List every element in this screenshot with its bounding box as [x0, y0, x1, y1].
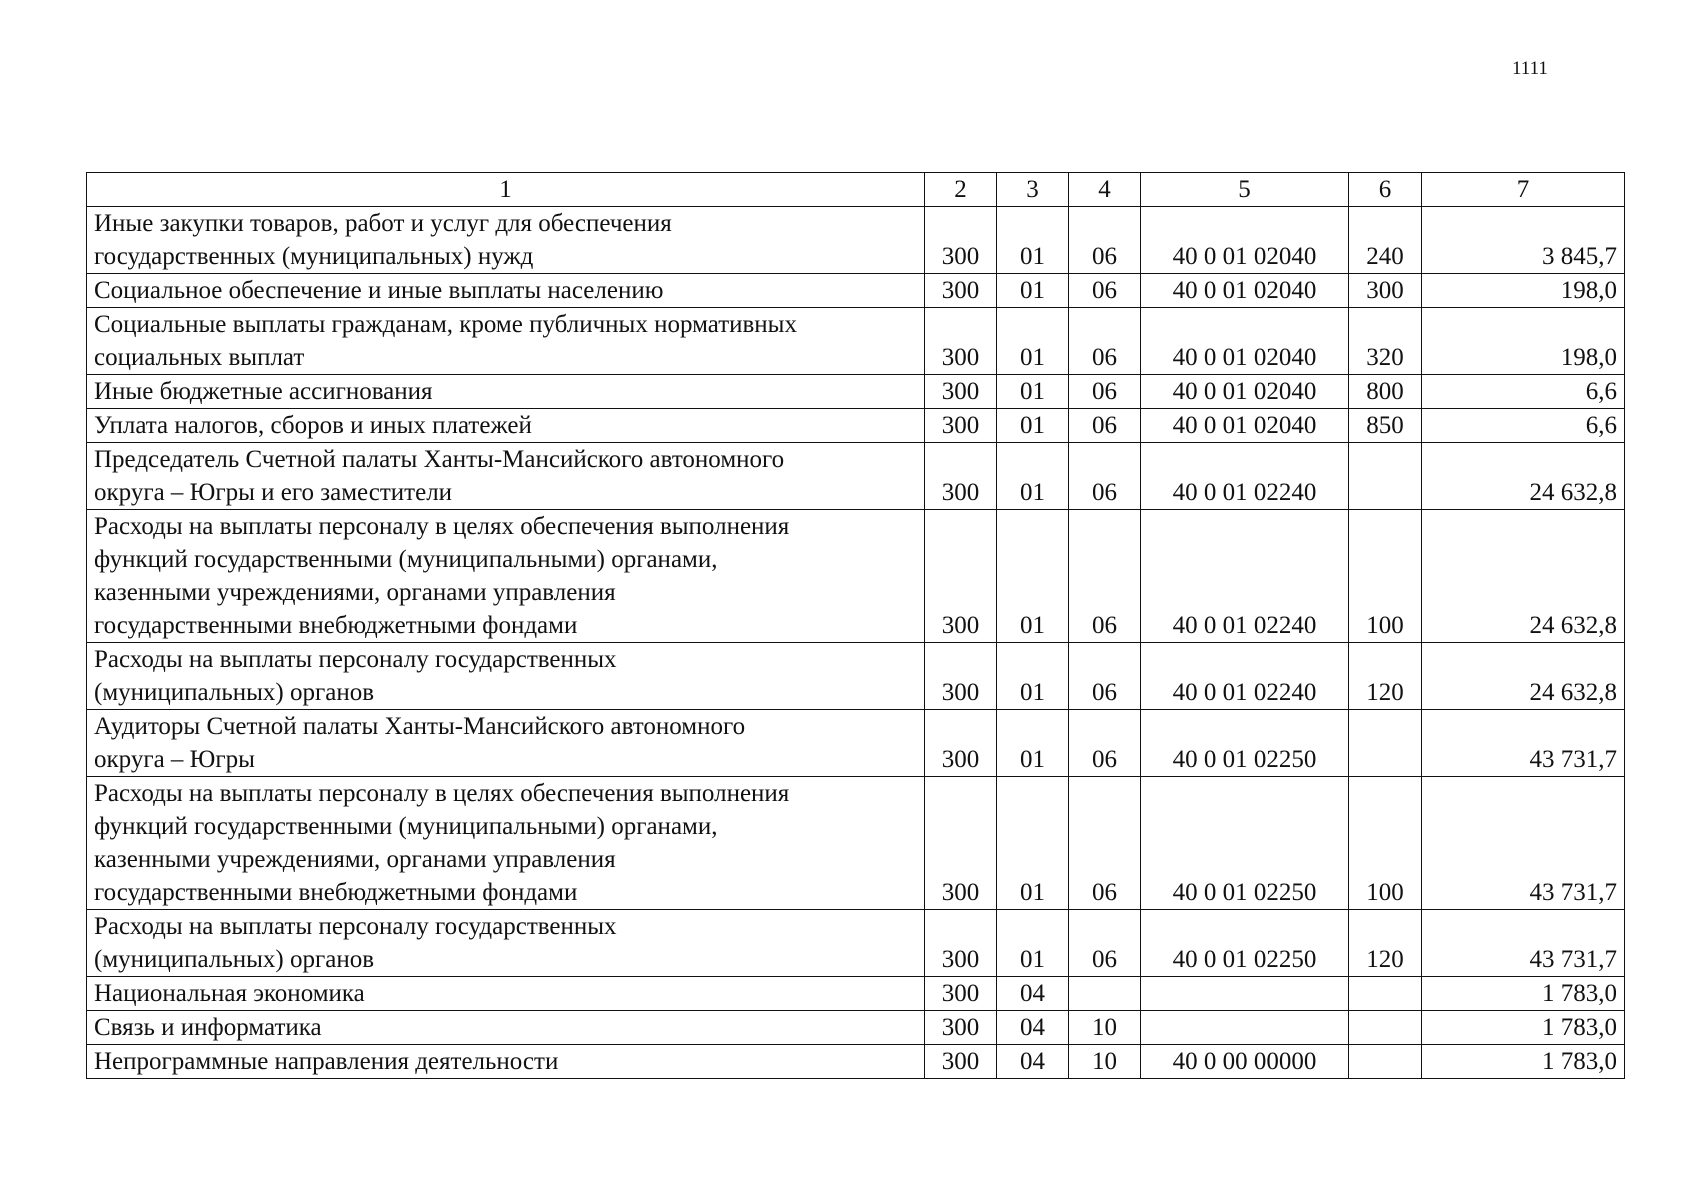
cell-col-5: 40 0 01 02040	[1141, 274, 1349, 308]
cell-col-5: 40 0 00 00000	[1141, 1045, 1349, 1079]
cell-col-4: 06	[1069, 510, 1141, 643]
cell-col-2: 300	[925, 777, 997, 910]
table-row	[87, 910, 1625, 977]
cell-col-4: 06	[1069, 207, 1141, 274]
cell-col-3: 04	[997, 977, 1069, 1011]
cell-col-3: 01	[997, 510, 1069, 643]
header-row	[87, 173, 1625, 207]
description-line: государственными внебюджетными фондами	[94, 612, 578, 639]
description-line: округа – Югры	[94, 746, 255, 773]
description-line: Уплата налогов, сборов и иных платежей	[94, 412, 532, 439]
table-row	[87, 274, 1625, 308]
cell-col-7: 198,0	[1422, 308, 1625, 375]
cell-col-5: 40 0 01 02040	[1141, 375, 1349, 409]
cell-col-7: 6,6	[1422, 409, 1625, 443]
cell-col-4: 06	[1069, 409, 1141, 443]
cell-col-7: 1 783,0	[1422, 1011, 1625, 1045]
row-description	[87, 375, 925, 409]
cell-col-3: 01	[997, 375, 1069, 409]
cell-col-2: 300	[925, 977, 997, 1011]
cell-col-2: 300	[925, 375, 997, 409]
row-description	[87, 643, 925, 710]
row-description	[87, 274, 925, 308]
cell-col-6: 240	[1349, 207, 1422, 274]
description-line: Расходы на выплаты персоналу государственных	[94, 913, 617, 940]
cell-col-2: 300	[925, 910, 997, 977]
cell-col-5	[1141, 1011, 1349, 1045]
row-description	[87, 1011, 925, 1045]
column-header: 1	[87, 173, 925, 207]
cell-col-5: 40 0 01 02240	[1141, 443, 1349, 510]
row-description	[87, 308, 925, 375]
cell-col-5: 40 0 01 02250	[1141, 910, 1349, 977]
cell-col-3: 01	[997, 443, 1069, 510]
cell-col-7: 3 845,7	[1422, 207, 1625, 274]
row-description	[87, 910, 925, 977]
cell-col-7: 198,0	[1422, 274, 1625, 308]
table-row	[87, 710, 1625, 777]
description-line: Расходы на выплаты персоналу в целях обеспечения выполнения	[94, 513, 790, 540]
description-line: Связь и информатика	[94, 1014, 322, 1041]
cell-col-2: 300	[925, 308, 997, 375]
description-line: Расходы на выплаты персоналу государственных	[94, 646, 617, 673]
table-row	[87, 977, 1625, 1011]
budget-table	[86, 172, 1625, 1079]
table-row	[87, 510, 1625, 643]
table-row	[87, 443, 1625, 510]
cell-col-4: 10	[1069, 1045, 1141, 1079]
row-description	[87, 977, 925, 1011]
table-row	[87, 308, 1625, 375]
page-number: 1111	[1512, 58, 1548, 79]
cell-col-7: 43 731,7	[1422, 910, 1625, 977]
description-line: казенными учреждениями, органами управления	[94, 579, 616, 606]
table-row	[87, 375, 1625, 409]
description-line: (муниципальных) органов	[94, 679, 375, 706]
cell-col-3: 01	[997, 710, 1069, 777]
cell-col-6	[1349, 1011, 1422, 1045]
cell-col-4: 06	[1069, 643, 1141, 710]
description-line: Иные закупки товаров, работ и услуг для обеспечения	[94, 210, 672, 237]
row-description	[87, 510, 925, 643]
cell-col-5: 40 0 01 02250	[1141, 710, 1349, 777]
cell-col-7: 43 731,7	[1422, 777, 1625, 910]
cell-col-3: 01	[997, 643, 1069, 710]
cell-col-6	[1349, 710, 1422, 777]
column-header: 2	[925, 173, 997, 207]
cell-col-6: 100	[1349, 777, 1422, 910]
cell-col-4: 10	[1069, 1011, 1141, 1045]
cell-col-7: 24 632,8	[1422, 510, 1625, 643]
cell-col-7: 1 783,0	[1422, 977, 1625, 1011]
description-line: казенными учреждениями, органами управления	[94, 846, 616, 873]
cell-col-4: 06	[1069, 777, 1141, 910]
description-line: социальных выплат	[94, 344, 305, 371]
cell-col-6: 320	[1349, 308, 1422, 375]
cell-col-5: 40 0 01 02250	[1141, 777, 1349, 910]
cell-col-3: 01	[997, 910, 1069, 977]
cell-col-7: 6,6	[1422, 375, 1625, 409]
cell-col-6	[1349, 1045, 1422, 1079]
row-description	[87, 777, 925, 910]
row-description	[87, 1045, 925, 1079]
table-row	[87, 643, 1625, 710]
cell-col-4	[1069, 977, 1141, 1011]
cell-col-2: 300	[925, 207, 997, 274]
cell-col-6: 120	[1349, 910, 1422, 977]
table-row	[87, 1045, 1625, 1079]
cell-col-4: 06	[1069, 710, 1141, 777]
table-row	[87, 207, 1625, 274]
cell-col-7: 1 783,0	[1422, 1045, 1625, 1079]
cell-col-3: 01	[997, 274, 1069, 308]
description-line: Иные бюджетные ассигнования	[94, 378, 433, 405]
description-line: Национальная экономика	[94, 980, 365, 1007]
description-line: (муниципальных) органов	[94, 946, 375, 973]
table-row	[87, 777, 1625, 910]
cell-col-2: 300	[925, 1011, 997, 1045]
description-line: Социальное обеспечение и иные выплаты населению	[94, 277, 664, 304]
row-description	[87, 710, 925, 777]
column-header: 7	[1422, 173, 1625, 207]
row-description	[87, 409, 925, 443]
description-line: Аудиторы Счетной палаты Ханты-Мансийского автономного	[94, 713, 746, 740]
cell-col-6: 300	[1349, 274, 1422, 308]
cell-col-2: 300	[925, 710, 997, 777]
description-line: государственными внебюджетными фондами	[94, 879, 578, 906]
cell-col-6: 850	[1349, 409, 1422, 443]
description-line: функций государственными (муниципальными) органами,	[94, 813, 718, 840]
cell-col-5: 40 0 01 02040	[1141, 409, 1349, 443]
cell-col-6: 120	[1349, 643, 1422, 710]
column-header: 5	[1141, 173, 1349, 207]
cell-col-7: 43 731,7	[1422, 710, 1625, 777]
description-line: функций государственными (муниципальными) органами,	[94, 546, 718, 573]
table-row	[87, 409, 1625, 443]
cell-col-2: 300	[925, 409, 997, 443]
column-header: 3	[997, 173, 1069, 207]
cell-col-5: 40 0 01 02240	[1141, 510, 1349, 643]
cell-col-3: 01	[997, 308, 1069, 375]
cell-col-7: 24 632,8	[1422, 643, 1625, 710]
cell-col-3: 01	[997, 409, 1069, 443]
cell-col-4: 06	[1069, 308, 1141, 375]
cell-col-4: 06	[1069, 274, 1141, 308]
cell-col-3: 01	[997, 207, 1069, 274]
cell-col-3: 04	[997, 1045, 1069, 1079]
description-line: государственных (муниципальных) нужд	[94, 243, 534, 270]
cell-col-5: 40 0 01 02040	[1141, 207, 1349, 274]
cell-col-2: 300	[925, 1045, 997, 1079]
cell-col-2: 300	[925, 274, 997, 308]
description-line: Председатель Счетной палаты Ханты-Мансийского автономного	[94, 446, 785, 473]
cell-col-5: 40 0 01 02040	[1141, 308, 1349, 375]
column-header: 6	[1349, 173, 1422, 207]
cell-col-5: 40 0 01 02240	[1141, 643, 1349, 710]
row-description	[87, 443, 925, 510]
cell-col-2: 300	[925, 643, 997, 710]
cell-col-5	[1141, 977, 1349, 1011]
cell-col-4: 06	[1069, 910, 1141, 977]
description-line: округа – Югры и его заместители	[94, 479, 453, 506]
cell-col-2: 300	[925, 510, 997, 643]
description-line: Расходы на выплаты персоналу в целях обеспечения выполнения	[94, 780, 790, 807]
description-line: Социальные выплаты гражданам, кроме публичных нормативных	[94, 311, 797, 338]
column-header: 4	[1069, 173, 1141, 207]
cell-col-3: 01	[997, 777, 1069, 910]
table-body	[87, 207, 1625, 1079]
cell-col-2: 300	[925, 443, 997, 510]
cell-col-3: 04	[997, 1011, 1069, 1045]
description-line: Непрограммные направления деятельности	[94, 1048, 559, 1075]
cell-col-6: 100	[1349, 510, 1422, 643]
cell-col-6	[1349, 443, 1422, 510]
table-row	[87, 1011, 1625, 1045]
cell-col-7: 24 632,8	[1422, 443, 1625, 510]
row-description	[87, 207, 925, 274]
cell-col-4: 06	[1069, 375, 1141, 409]
cell-col-6: 800	[1349, 375, 1422, 409]
cell-col-6	[1349, 977, 1422, 1011]
cell-col-4: 06	[1069, 443, 1141, 510]
